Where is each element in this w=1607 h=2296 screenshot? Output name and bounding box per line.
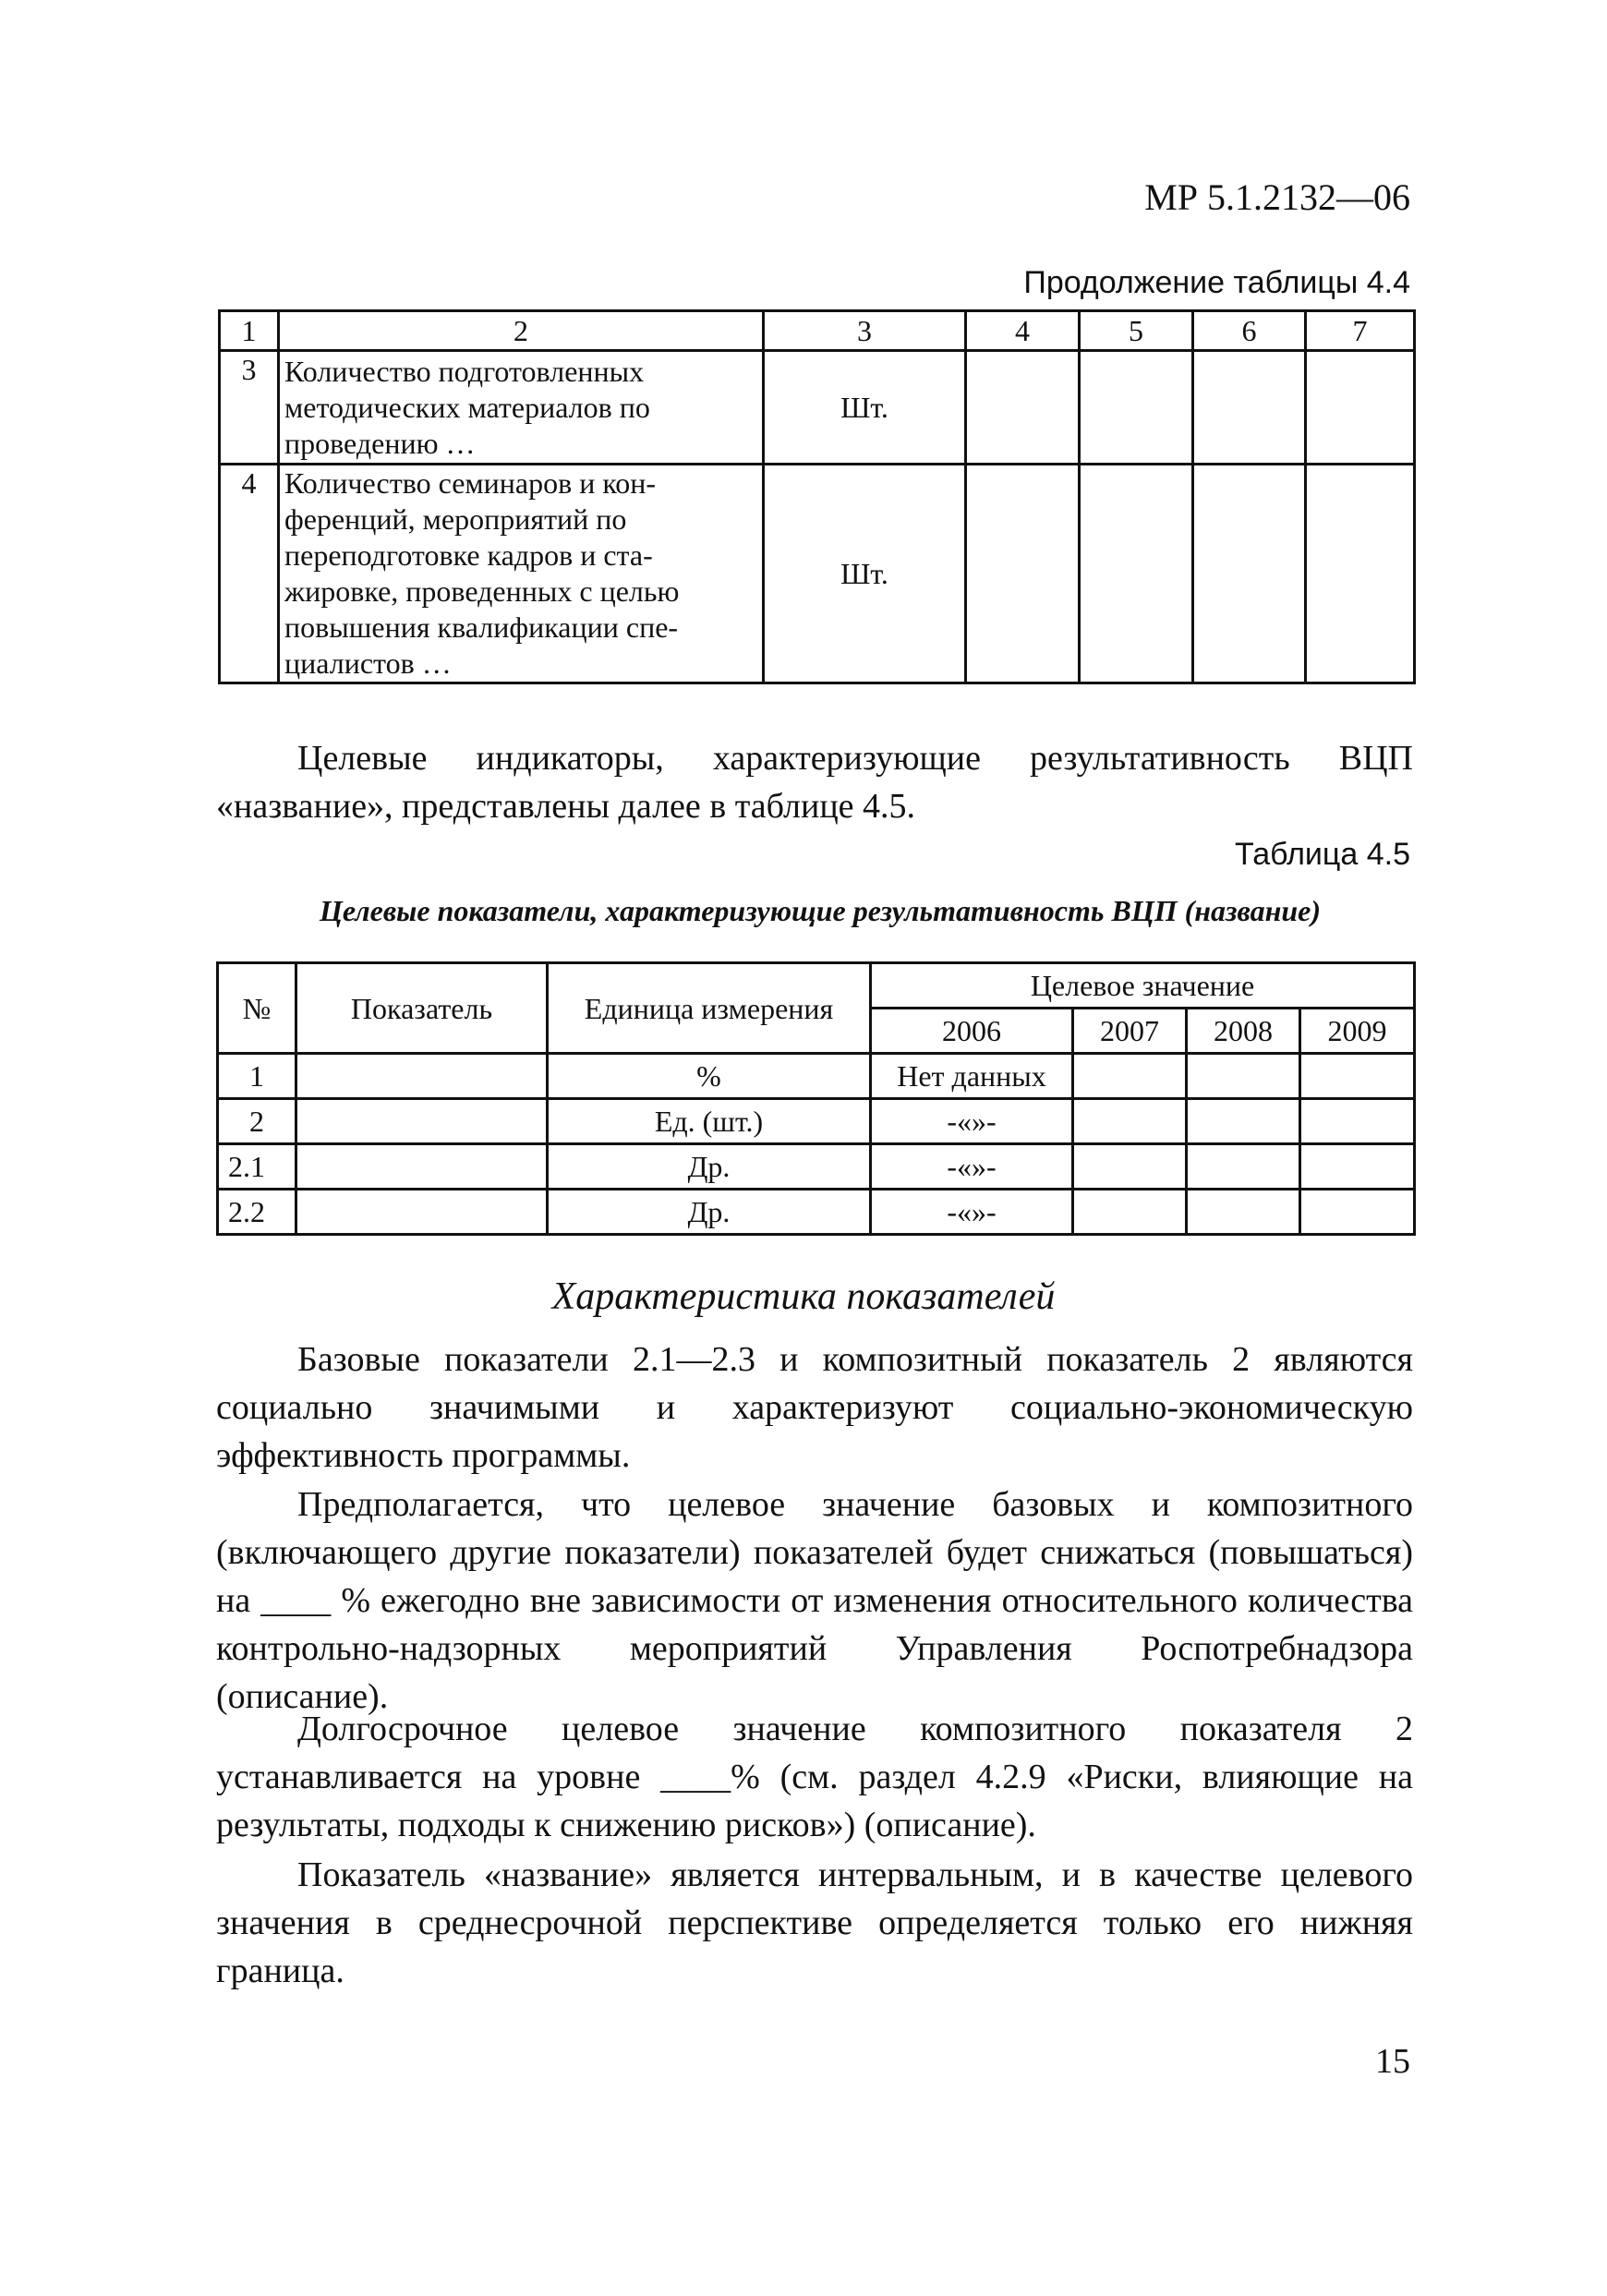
table-row (218, 1099, 1415, 1144)
row-description: Количество семинаров и кон- ференций, мероприятий по переподготовке кадров и ста- жировке, проведенных с целью повышения квалификации спе- циалистов … (279, 465, 764, 683)
paragraph-base-indicators: Базовые показатели 2.1—2.3 и композитный показатель 2 являются социально значимыми и характеризуют социально-экономическую эффективность программы. (216, 1340, 1413, 1475)
header-cell: 1 (220, 311, 279, 351)
table-4-4-continuation (218, 309, 1416, 684)
header-cell: 5 (1080, 311, 1193, 351)
row-indicator (296, 1099, 548, 1144)
table-header-row (218, 963, 1415, 1009)
row-value-2008 (1187, 1054, 1300, 1099)
row-value-2008 (1187, 1144, 1300, 1190)
row-unit: Др. (548, 1144, 871, 1190)
row-value-2009 (1300, 1054, 1415, 1099)
header-cell: 7 (1306, 311, 1415, 351)
row-value (1193, 465, 1306, 683)
header-cell: 3 (764, 311, 966, 351)
row-value (1080, 351, 1193, 465)
header-cell: 6 (1193, 311, 1306, 351)
header-unit: Единица измерения (548, 963, 871, 1054)
row-number: 2 (218, 1099, 296, 1144)
section-heading: Характеристика показателей (551, 1275, 1056, 1318)
row-value-2006: Нет данных (871, 1054, 1073, 1099)
row-value (1306, 465, 1415, 683)
table-row (218, 1144, 1415, 1190)
row-value-2006: -«»- (871, 1099, 1073, 1144)
row-value-2007 (1073, 1190, 1187, 1235)
table-row (218, 1190, 1415, 1235)
row-value (1193, 351, 1306, 465)
row-value-2008 (1187, 1099, 1300, 1144)
row-value-2008 (1187, 1190, 1300, 1235)
paragraph-interval-indicator: Показатель «название» является интервальным, и в качестве целевого значения в среднесрочной перспективе определяется только его нижняя граница. (216, 1855, 1413, 1990)
row-value (966, 351, 1080, 465)
row-unit: Шт. (764, 351, 966, 465)
table-header-row (220, 311, 1415, 351)
table-continuation-caption: Продолжение таблицы 4.4 (1023, 265, 1410, 300)
paragraph-long-term-target: Долгосрочное целевое значение композитного показателя 2 устанавливается на уровне ____% (см. раздел 4.2.9 «Риски, влияющие на результаты, подходы к снижению рисков») (описание). (216, 1710, 1413, 1844)
row-description: Количество подготовленных методических материалов по проведению … (279, 351, 764, 465)
header-num: № (218, 963, 296, 1054)
row-unit: % (548, 1054, 871, 1099)
row-value-2009 (1300, 1099, 1415, 1144)
row-number: 2.1 (218, 1144, 296, 1190)
row-indicator (296, 1190, 548, 1235)
row-value (966, 465, 1080, 683)
intro-paragraph: Целевые индикаторы, характеризующие результативность ВЦП «название», представлены далее в таблице 4.5. (216, 739, 1413, 826)
row-number: 4 (220, 465, 279, 683)
header-year: 2006 (871, 1009, 1073, 1054)
header-year: 2007 (1073, 1009, 1187, 1054)
header-cell: 4 (966, 311, 1080, 351)
row-value-2006: -«»- (871, 1190, 1073, 1235)
row-unit: Ед. (шт.) (548, 1099, 871, 1144)
header-year: 2008 (1187, 1009, 1300, 1054)
table-title: Целевые показатели, характеризующие результативность ВЦП (название) (319, 894, 1322, 927)
header-target-value: Целевое значение (871, 963, 1415, 1009)
header-indicator: Показатель (296, 963, 548, 1054)
paragraph-target-assumption: Предполагается, что целевое значение базовых и композитного (включающего другие показатели) показателей будет снижаться (повышаться) на ____ % ежегодно вне зависимости от изменения относительного количества контрольно-надзорных мероприятий Управления Роспотребнадзора (описание). (216, 1485, 1413, 1716)
row-value-2009 (1300, 1190, 1415, 1235)
header-year: 2009 (1300, 1009, 1415, 1054)
table-4-5 (216, 961, 1416, 1236)
table-row (218, 1054, 1415, 1099)
row-unit: Шт. (764, 465, 966, 683)
row-value-2007 (1073, 1054, 1187, 1099)
table-row (220, 351, 1415, 465)
row-value-2009 (1300, 1144, 1415, 1190)
page-number: 15 (1375, 2042, 1410, 2081)
document-code: МР 5.1.2132—06 (1144, 176, 1410, 218)
row-indicator (296, 1054, 548, 1099)
table-label: Таблица 4.5 (1234, 837, 1410, 872)
row-unit: Др. (548, 1190, 871, 1235)
row-value-2007 (1073, 1144, 1187, 1190)
table-row (220, 465, 1415, 683)
row-value-2006: -«»- (871, 1144, 1073, 1190)
row-value-2007 (1073, 1099, 1187, 1144)
header-cell: 2 (279, 311, 764, 351)
row-value (1306, 351, 1415, 465)
row-indicator (296, 1144, 548, 1190)
row-number: 3 (220, 351, 279, 465)
row-number: 2.2 (218, 1190, 296, 1235)
row-value (1080, 465, 1193, 683)
row-number: 1 (218, 1054, 296, 1099)
